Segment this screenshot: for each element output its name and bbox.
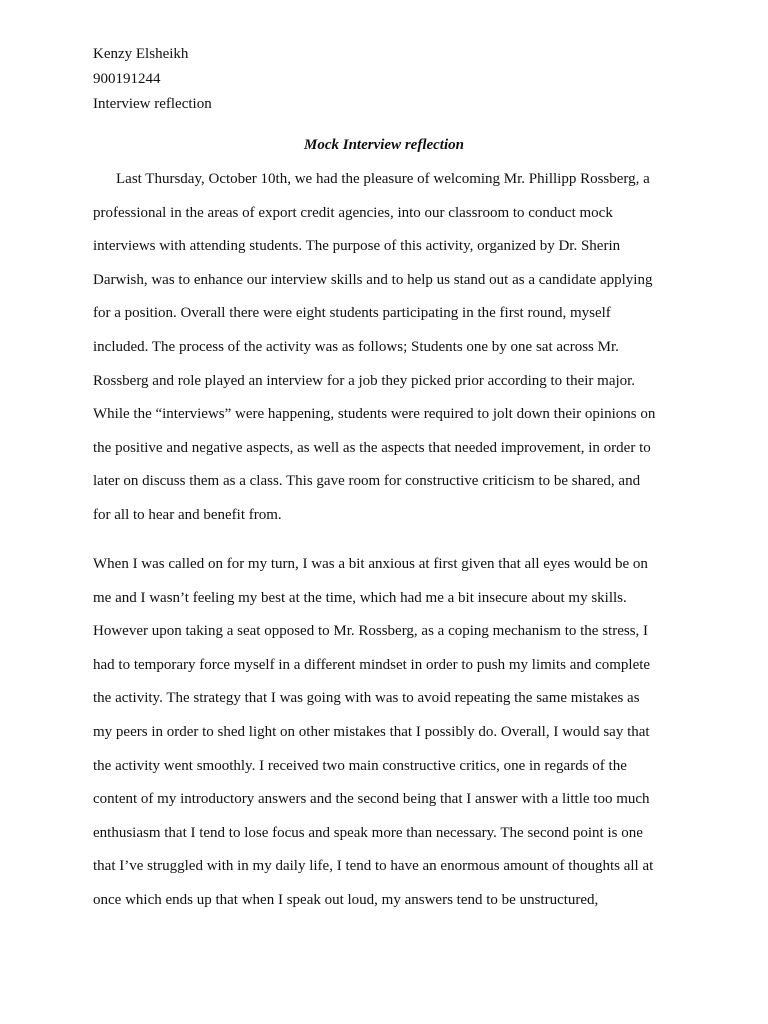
paragraph-2 [93,553,693,923]
paragraph-line: had to temporary force myself in a different mindset in order to push my limits and complete [93,656,651,673]
paragraph-line: Last Thursday, October 10th, we had the pleasure of welcoming Mr. Phillipp Rossberg, a [116,171,650,187]
paragraph-line: for a position. Overall there were eight students participating in the first round, myself [93,305,611,322]
document-header [93,42,212,117]
paragraph-1 [93,168,693,538]
paragraph-line: interviews with attending students. The purpose of this activity, organized by Dr. Sherin [93,238,621,255]
student-id: 900191244 [93,71,161,87]
paragraph-line: enthusiasm that I tend to lose focus and speak more than necessary. The second point is one [93,824,643,841]
paragraph-line: for all to hear and benefit from. [93,506,282,523]
paragraph-line: the activity went smoothly. I received two main constructive critics, one in regards of the [93,757,627,774]
paragraph-line: my peers in order to shed light on other mistakes that I possibly do. Overall, I would say that [93,723,650,740]
paragraph-line: the activity. The strategy that I was going with was to avoid repeating the same mistakes as [93,690,640,707]
paragraph-line: me and I wasn’t feeling my best at the time, which had me a bit insecure about my skills. [93,589,627,606]
document-title: Mock Interview reflection [304,137,464,153]
paragraph-line: While the “interviews” were happening, students were required to jolt down their opinions on [93,406,656,423]
paragraph-line: Rossberg and role played an interview for a job they picked prior according to their major. [93,372,636,389]
paragraph-line: the positive and negative aspects, as well as the aspects that needed improvement, in order to [93,439,651,456]
paragraph-line: that I’ve struggled with in my daily life, I tend to have an enormous amount of thoughts all at [93,858,654,875]
paragraph-line: professional in the areas of export credit agencies, into our classroom to conduct mock [93,204,613,221]
paragraph-line: included. The process of the activity was as follows; Students one by one sat across Mr. [93,338,619,355]
paragraph-line: content of my introductory answers and the second being that I answer with a little too much [93,791,650,808]
author-name: Kenzy Elsheikh [93,46,189,62]
paragraph-line: once which ends up that when I speak out loud, my answers tend to be unstructured, [93,891,599,908]
paragraph-line: However upon taking a seat opposed to Mr. Rossberg, as a coping mechanism to the stress, I [93,623,649,640]
paragraph-line: later on discuss them as a class. This gave room for constructive criticism to be shared, and [93,473,641,490]
document-type: Interview reflection [93,96,212,112]
paragraph-line: When I was called on for my turn, I was a bit anxious at first given that all eyes would be on [93,556,648,572]
paragraph-line: Darwish, was to enhance our interview skills and to help us stand out as a candidate applying [93,271,653,288]
